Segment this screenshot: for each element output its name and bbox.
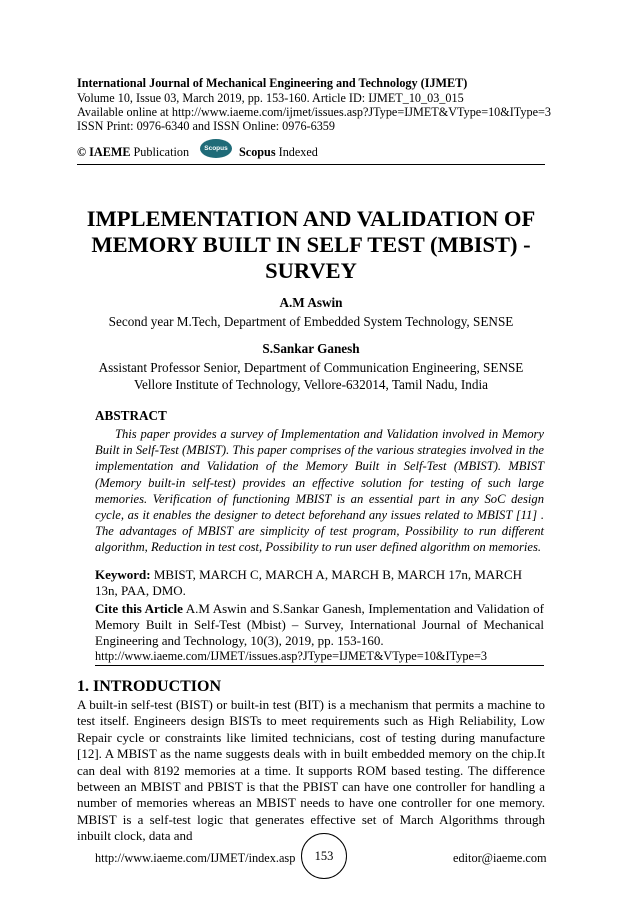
scopus-indexed	[239, 145, 318, 160]
author-1-affiliation: Second year M.Tech, Department of Embedded System Technology, SENSE	[108, 314, 514, 329]
keywords	[95, 567, 544, 599]
scopus-logo-icon: Scopus	[200, 139, 232, 158]
header-divider	[77, 164, 545, 165]
journal-title: International Journal of Mechanical Engineering and Technology (IJMET)	[77, 76, 468, 90]
introduction-heading: 1. INTRODUCTION	[77, 678, 222, 695]
cite-text: A.M Aswin and S.Sankar Ganesh, Implementation and Validation of Memory Built in Self-Test (Mbist) – Survey, International Journal of Mechanical Engineering and Technology, 10(3), 2019, pp. 153-160.	[95, 601, 544, 649]
cite-url-link[interactable]: http://www.iaeme.com/IJMET/issues.asp?JType=IJMET&VType=10&IType=3	[95, 649, 488, 663]
abstract-heading: ABSTRACT	[95, 408, 167, 423]
author-2-affiliation-line-2: Vellore Institute of Technology, Vellore-632014, Tamil Nadu, India	[133, 377, 488, 392]
iaeme-label: © IAEME	[77, 145, 131, 159]
indexed-label: Indexed	[275, 145, 318, 159]
introduction-text: A built-in self-test (BIST) or built-in test (BIT) is a mechanism that permits a machine to test itself. Engineers design BISTs to meet requirements such as High Reliability, Low Repair cycle or constraints like limited technicians, cost of testing during manufacture [12]. A MBIST as the name suggests deals with in built embedded memory on the chip.It can deal with 8192 memories at a time. It supports ROM based testing. The difference between an MBIST and PBIST is that the PBIST can have one controller for handling a number of memories whereas an MBIST needs to have one controller for one memory. MBIST is a self-test logic that generates effective set of March Algorithms through inbuilt clock, data and	[77, 697, 545, 844]
footer-email-link[interactable]: editor@iaeme.com	[453, 851, 547, 865]
volume-line: Volume 10, Issue 03, March 2019, pp. 153-160. Article ID: IJMET_10_03_015	[77, 91, 464, 105]
available-online-line[interactable]: Available online at http://www.iaeme.com/ijmet/issues.asp?JType=IJMET&VType=10&IType=3	[77, 105, 551, 119]
keywords-text: MBIST, MARCH C, MARCH A, MARCH B, MARCH 17n, MARCH 13n, PAA, DMO.	[95, 567, 523, 599]
publication-label: Publication	[130, 145, 190, 159]
cite-label: Cite this Article	[95, 601, 183, 616]
paper-title: IMPLEMENTATION AND VALIDATION OF MEMORY BUILT IN SELF TEST (MBIST) - SURVEY	[86, 206, 536, 283]
page-number: 153	[301, 833, 347, 879]
cite-divider	[95, 665, 544, 666]
scopus-label: Scopus	[239, 145, 276, 159]
keywords-label: Keyword:	[95, 567, 151, 582]
publisher-row	[77, 139, 547, 163]
abstract-text: This paper provides a survey of Implementation and Validation involved in Memory Built in Self-Test (MBIST). This paper comprises of the various strategies involved in the implementation and Validation of the Memory Built in Self-Test (MBIST). MBIST (Memory built-in self-test) provides an effective solution for testing of such large memories. Verification of functioning MBIST is an essential part in any SoC design cycle, as it enables the designer to detect beforehand any issues related to MBIST [11] . The advantages of MBIST are simplicity of test program, Possibility to run different algorithm, Reduction in test cost, Possibility to run user defined algorithm on memories.	[95, 427, 544, 555]
author-2-name: S.Sankar Ganesh	[262, 341, 360, 356]
author-2-affiliation: Assistant Professor Senior, Department of Communication Engineering, SENSE	[98, 360, 524, 375]
footer-url-link[interactable]: http://www.iaeme.com/IJMET/index.asp	[95, 851, 296, 865]
author-1-name: A.M Aswin	[279, 295, 343, 310]
copyright-notice	[77, 145, 189, 160]
cite-article	[95, 601, 544, 650]
issn-line: ISSN Print: 0976-6340 and ISSN Online: 0976-6359	[77, 119, 335, 133]
